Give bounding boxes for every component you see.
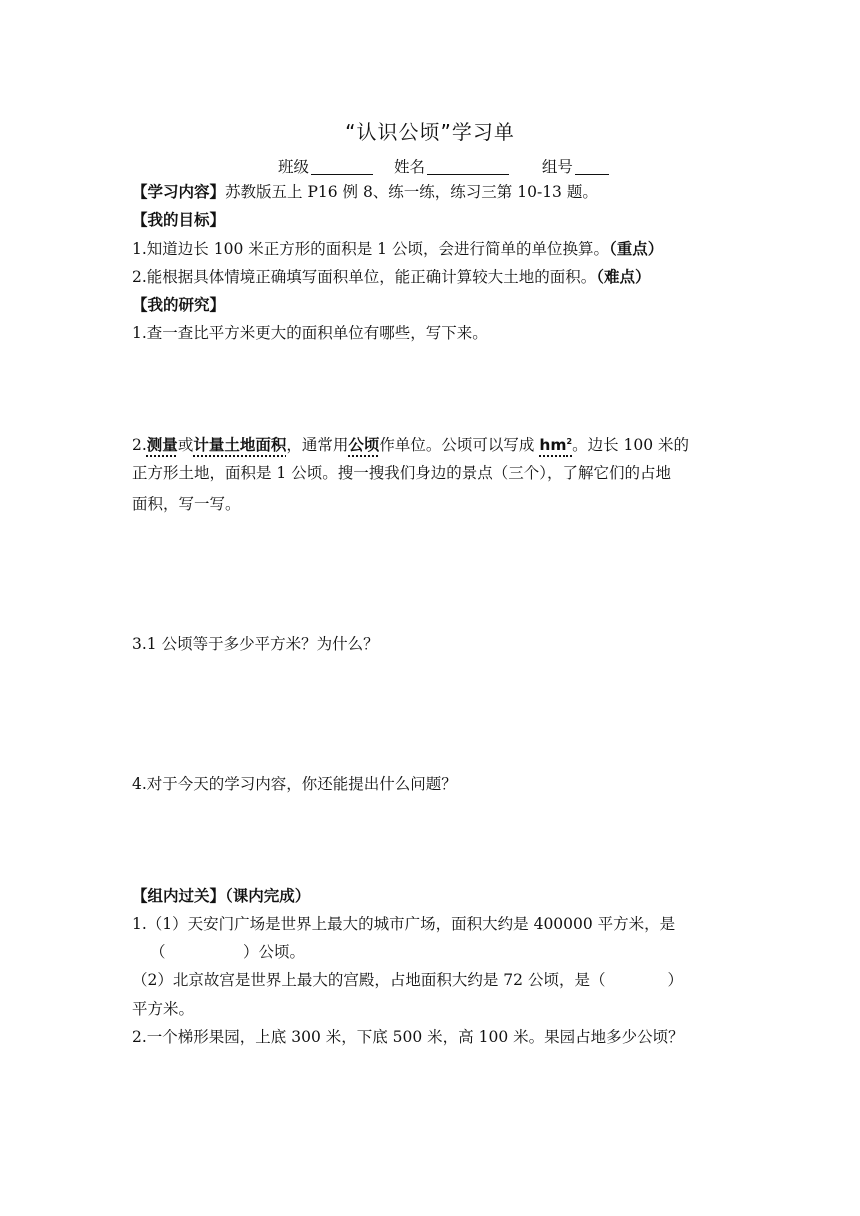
- q2-prefix: 2.: [132, 436, 147, 455]
- class-blank: [311, 158, 373, 175]
- goal-1: [132, 239, 663, 259]
- class-label: 班级: [278, 158, 310, 176]
- page-title: “认识公顷”学习单: [345, 120, 515, 144]
- name-label: 姓名: [393, 158, 425, 176]
- q2-unit-hm2: [539, 436, 572, 454]
- goal-2: [132, 267, 651, 287]
- group-problem-2: 2.一个梯形果园，上底 300 米，下底 500 米，高 100 米。果园占地多少公顷？: [132, 1028, 684, 1046]
- research-question-2-line-2: 正方形土地，面积是 1 公顷。搜一搜我们身边的景点（三个），了解它们的占地: [132, 464, 671, 482]
- learning-content-text: 苏教版五上 P16 例 8、练一练，练习三第 10-13 题。: [225, 183, 598, 201]
- goal-2-tag: （难点）: [596, 268, 651, 286]
- research-question-2: [132, 432, 689, 455]
- group-check-heading: 【组内过关】（课内完成）: [132, 887, 311, 905]
- research-heading: 【我的研究】: [132, 296, 226, 314]
- q2-unit-text: hm: [539, 436, 567, 455]
- student-info-row: [278, 155, 609, 177]
- group-blank: [575, 158, 609, 175]
- research-question-2-line-3: 面积，写一写。: [132, 495, 241, 513]
- q2-unit-sup: 2: [566, 437, 573, 446]
- research-question-1: 1.查一查比平方米更大的面积单位有哪些，写下来。: [132, 324, 488, 342]
- research-question-3: 3.1 公顷等于多少平方米？为什么？: [132, 635, 379, 653]
- learning-content: [132, 182, 598, 202]
- group-problem-1b-line-1: （2）北京故宫是世界上最大的宫殿，占地面积大约是 72 公顷，是（ ）: [132, 971, 683, 989]
- q2-emphasis-measure: 测量: [146, 436, 178, 455]
- group-problem-1-line-1: 1.（1）天安门广场是世界上最大的城市广场，面积大约是 400000 平方米，是: [132, 915, 676, 933]
- name-blank: [427, 158, 509, 175]
- q2-end: 。边长 100 米的: [572, 436, 690, 455]
- group-label: 组号: [541, 158, 573, 176]
- goal-1-text: 1.知道边长 100 米正方形的面积是 1 公顷，会进行简单的单位换算。: [132, 240, 609, 258]
- group-problem-1-line-2: （ ）公顷。: [150, 943, 306, 961]
- goals-heading: 【我的目标】: [132, 211, 226, 229]
- q2-mid: ，通常用: [286, 436, 349, 455]
- q2-emphasis-land-area: 计量土地面积: [193, 436, 287, 455]
- group-problem-1b-line-2: 平方米。: [132, 1000, 195, 1018]
- q2-or: 或: [177, 436, 194, 455]
- research-question-4: 4.对于今天的学习内容，你还能提出什么问题？: [132, 775, 457, 793]
- q2-mid2: 作单位。公顷可以写成: [379, 436, 540, 455]
- learning-content-label: 【学习内容】: [132, 183, 226, 201]
- q2-emphasis-hectare: 公顷: [348, 436, 380, 455]
- goal-1-tag: （重点）: [608, 240, 664, 258]
- goal-2-text: 2.能根据具体情境正确填写面积单位，能正确计算较大土地的面积。: [132, 268, 597, 286]
